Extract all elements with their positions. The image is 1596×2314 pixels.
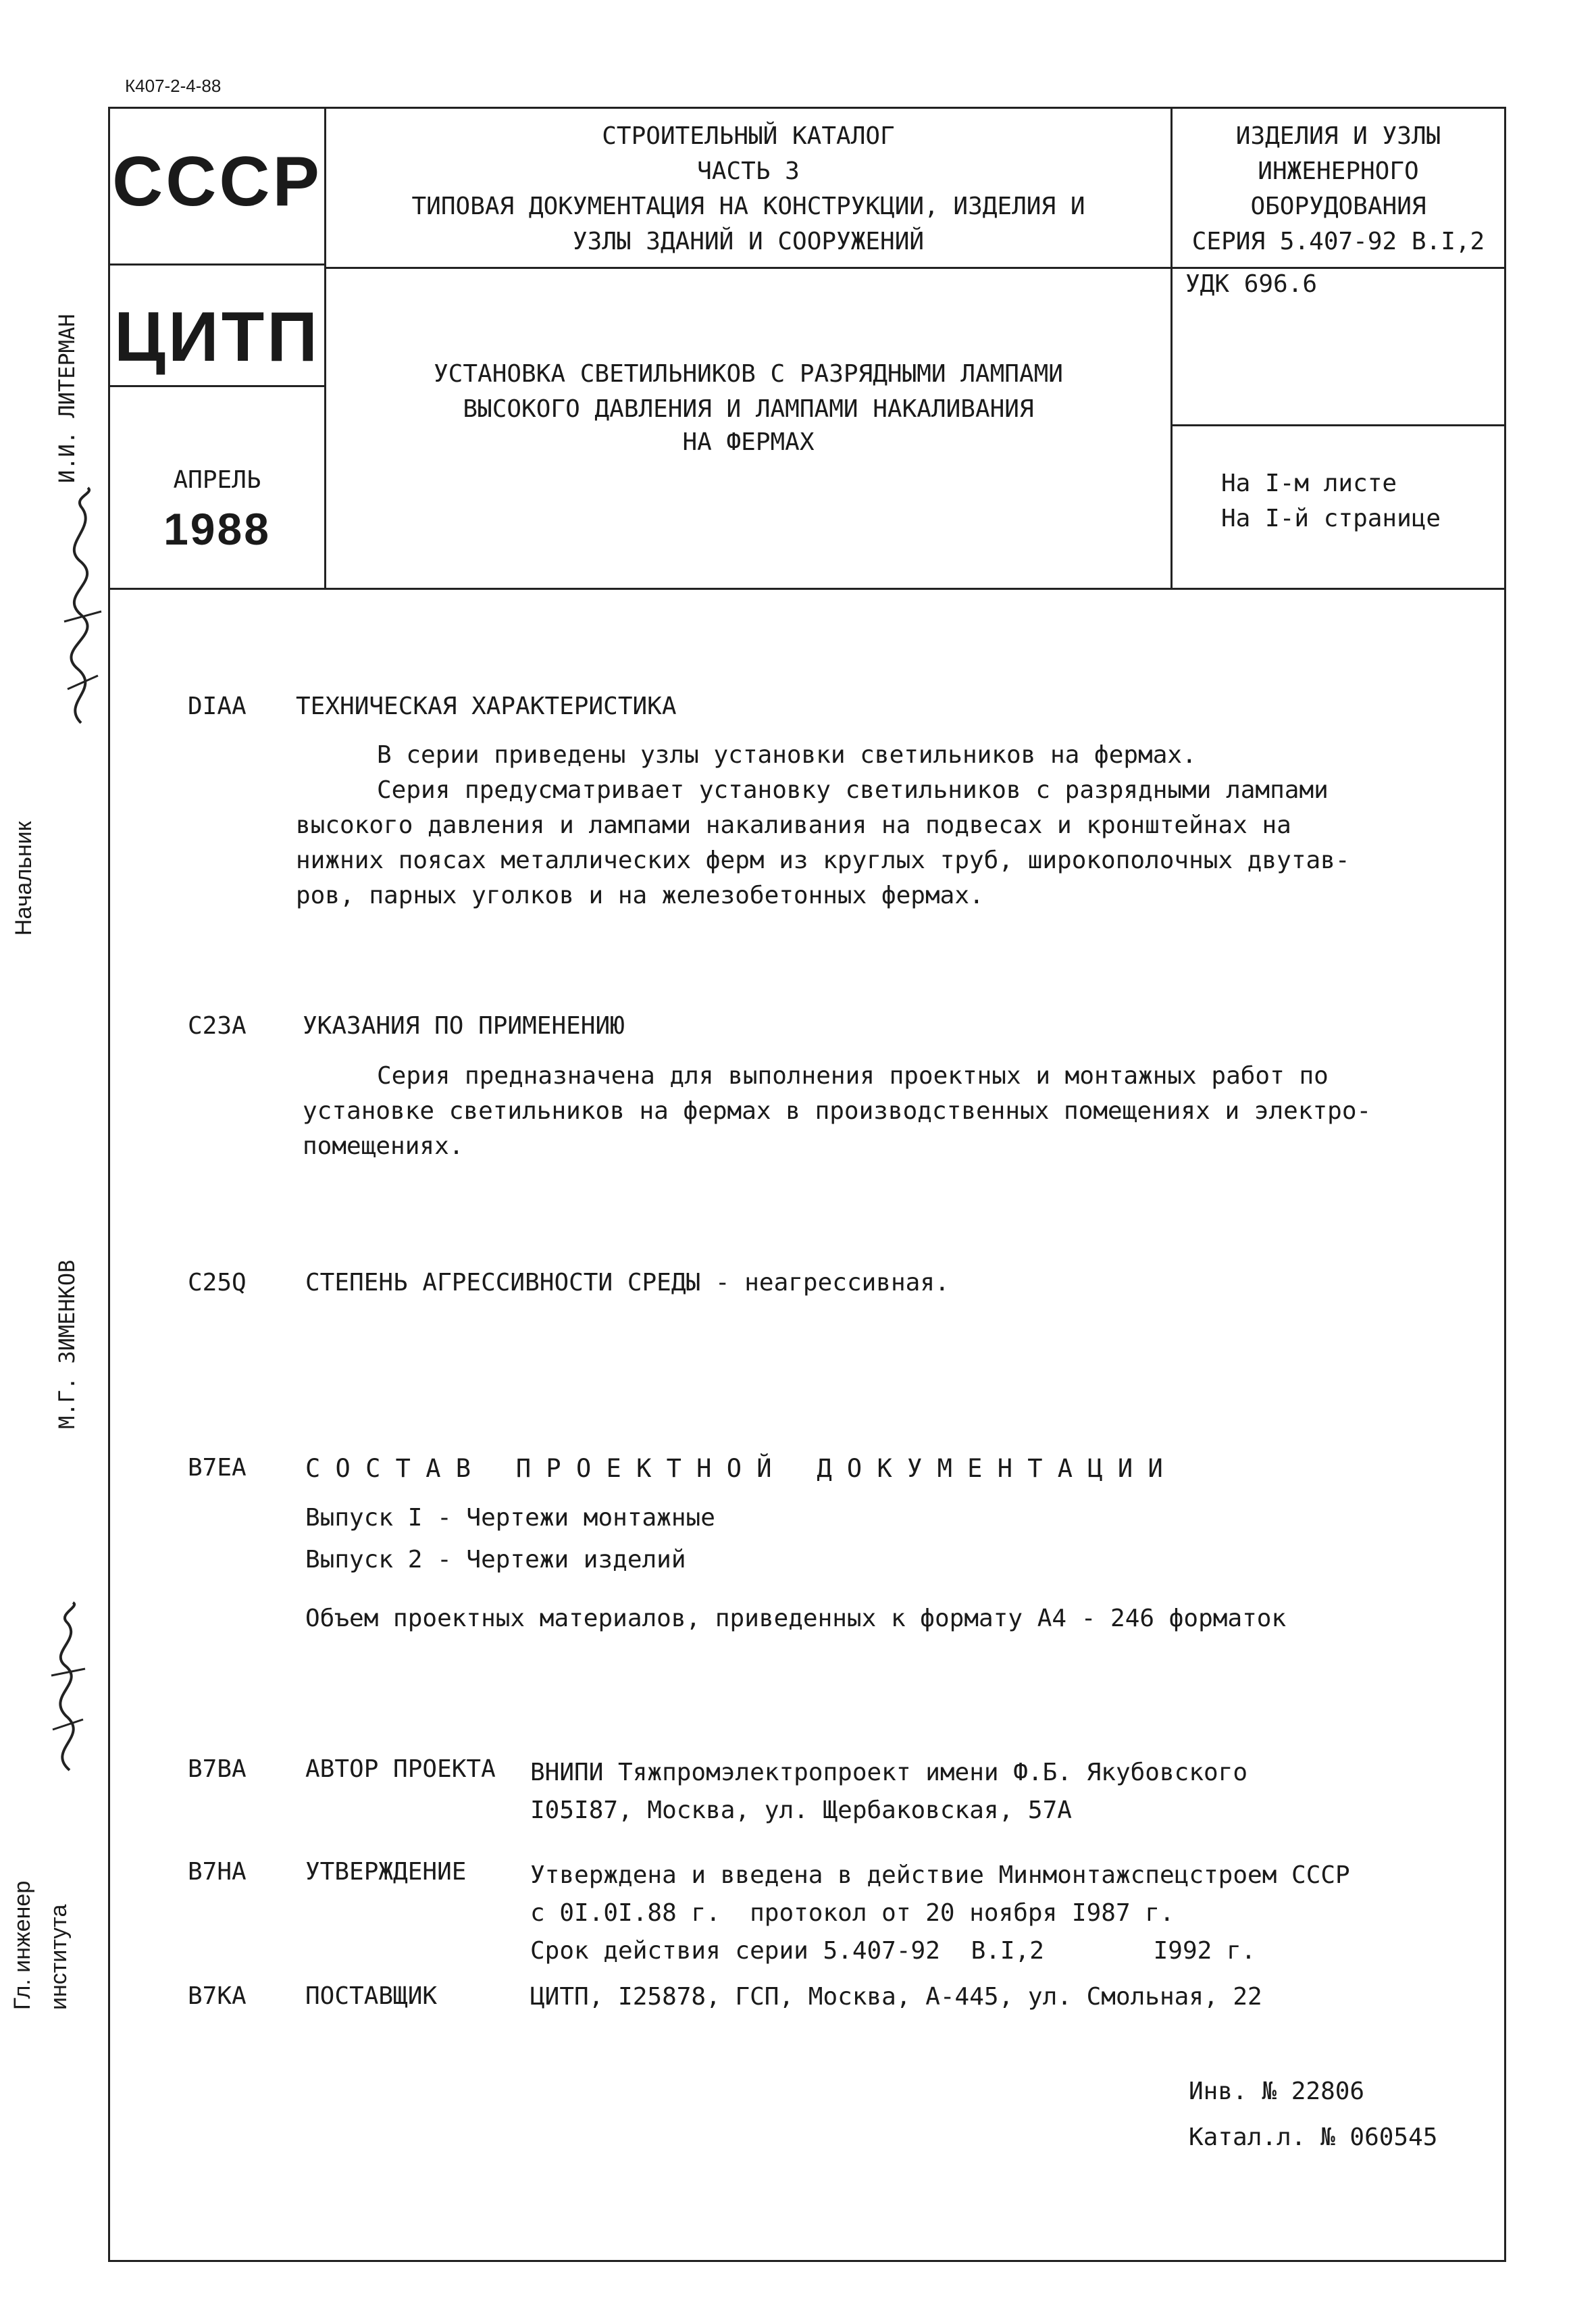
left-cell-rule-1 (108, 263, 326, 266)
section-code: В7КА (188, 1982, 247, 2010)
frame-right (1504, 107, 1506, 2262)
section-label: АВТОР ПРОЕКТА (305, 1755, 496, 1783)
aggressiveness-line (305, 1269, 950, 1297)
section-code: С25Q (188, 1269, 247, 1297)
margin-name: И.И. ЛИТЕРМАН (54, 313, 80, 483)
margin-role: Гл. инженер (9, 1880, 35, 2010)
series-title (326, 357, 1170, 458)
section-heading: УКАЗАНИЯ ПО ПРИМЕНЕНИЮ (303, 1012, 625, 1040)
category-line: ОБОРУДОВАНИЯ (1250, 193, 1426, 220)
section-code: DIAA (188, 693, 247, 720)
composition-list (305, 1497, 715, 1581)
release-item: Выпуск I - Чертежи монтажные (305, 1504, 715, 1532)
validity-prefix: Срок действия серии 5.407-92 (530, 1937, 940, 1965)
section-label: ПОСТАВЩИК (305, 1982, 438, 2010)
section-code: С23А (188, 1012, 247, 1040)
issue-year: 1988 (163, 504, 271, 554)
title-line: УСТАНОВКА СВЕТИЛЬНИКОВ С РАЗРЯДНЫМИ ЛАМПАМИ (434, 360, 1063, 388)
approval-text (530, 1857, 1350, 1970)
left-cell-rule-2 (108, 385, 326, 387)
paragraph-line: ров, парных уголков и на железобетонных фермах. (296, 882, 984, 909)
ussr-label: СССР (112, 143, 322, 221)
tech-text (296, 738, 1350, 913)
paragraph-line: помещениях. (303, 1132, 464, 1160)
middle-cell-rule (324, 267, 1506, 269)
signature-zimenkov (32, 1601, 100, 1777)
validity-line (530, 1932, 1350, 1970)
release-item: Выпуск 2 - Чертежи изделий (305, 1546, 686, 1574)
catalog-line: УЗЛЫ ЗДАНИЙ И СООРУЖЕНИЙ (572, 228, 925, 255)
signature-literman (41, 486, 122, 730)
catalog-line: СТРОИТЕЛЬНЫЙ КАТАЛОГ (602, 122, 895, 150)
aggressiveness-value: - неагрессивная. (715, 1269, 950, 1297)
sheet-line: На I-й странице (1221, 505, 1441, 532)
frame-top (108, 107, 1506, 109)
paragraph-line: установке светильников на фермах в производственных помещениях и электро- (303, 1097, 1372, 1125)
citp-label: ЦИТП (114, 298, 320, 376)
header-bottom-rule (108, 588, 1506, 590)
inventory-number: Инв. № 22806 (1189, 2078, 1365, 2105)
category-line: ИНЖЕНЕРНОГО (1258, 157, 1419, 185)
issue-month: АПРЕЛЬ (173, 466, 261, 494)
right-cell-rule (1170, 424, 1506, 426)
catalog-block (326, 119, 1170, 259)
sheet-line: На I-м листе (1221, 470, 1397, 497)
margin-role: Начальник (11, 821, 36, 936)
sheet-info (1221, 466, 1441, 536)
catalog-line: ЧАСТЬ 3 (697, 157, 800, 185)
author-text (530, 1754, 1247, 1830)
section-code: В7ВА (188, 1755, 247, 1783)
approval-line: с 0I.0I.88 г. протокол от 20 ноября I987 г. (530, 1899, 1175, 1927)
volume-text: Объем проектных материалов, приведенных к формату А4 - 246 форматок (305, 1605, 1287, 1632)
paragraph-line: Серия предназначена для выполнения проектных и монтажных работ по (377, 1062, 1329, 1090)
section-heading: СТЕПЕНЬ АГРЕССИВНОСТИ СРЕДЫ (305, 1269, 701, 1297)
document-reference: К407-2-4-88 (125, 76, 222, 96)
catalog-line: ТИПОВАЯ ДОКУМЕНТАЦИЯ НА КОНСТРУКЦИИ, ИЗДЕЛИЯ И (411, 193, 1085, 220)
title-line: ВЫСОКОГО ДАВЛЕНИЯ И ЛАМПАМИ НАКАЛИВАНИЯ (463, 395, 1034, 423)
section-heading: ТЕХНИЧЕСКАЯ ХАРАКТЕРИСТИКА (296, 693, 677, 720)
udk-code: УДК 696.6 (1185, 270, 1318, 298)
section-heading: С О С Т А В П Р О Е К Т Н О Й Д О К У М Е Н Т А Ц И И (305, 1454, 1163, 1483)
category-line: ИЗДЕЛИЯ И УЗЛЫ (1235, 122, 1441, 150)
author-line: ВНИПИ Тяжпромэлектропроект имени Ф.Б. Якубовского (530, 1759, 1248, 1786)
section-code: В7НА (188, 1858, 247, 1886)
paragraph-line: В серии приведены узлы установки светильников на фермах. (377, 741, 1197, 769)
paragraph-line: нижних поясах металлических ферм из круглых труб, широкополочных двутав- (296, 847, 1350, 874)
section-label: УТВЕРЖДЕНИЕ (305, 1858, 467, 1886)
paragraph-line: высокого давления и лампами накаливания на подвесах и кронштейнах на (296, 811, 1291, 839)
paragraph-line: Серия предусматривает установку светильников с разрядными лампами (377, 776, 1329, 804)
author-line: I05I87, Москва, ул. Щербаковская, 57А (530, 1796, 1072, 1824)
title-line: НА ФЕРМАХ (682, 428, 815, 456)
frame-bottom (108, 2260, 1506, 2262)
approval-line: Утверждена и введена в действие Минмонтажспецстроем СССР (530, 1861, 1350, 1889)
margin-role: института (46, 1904, 72, 2010)
margin-name: М.Г. ЗИМЕНКОВ (54, 1259, 80, 1429)
frame-left (108, 107, 110, 2262)
validity-release: В.I,2 (971, 1937, 1044, 1965)
category-line: СЕРИЯ 5.407-92 В.I,2 (1191, 228, 1485, 255)
usage-text (303, 1059, 1371, 1164)
section-code: В7ЕА (188, 1454, 247, 1482)
validity-year: I992 г. (1153, 1937, 1256, 1965)
supplier-text: ЦИТП, I25878, ГСП, Москва, А-445, ул. Смольная, 22 (530, 1983, 1262, 2011)
category-block (1173, 119, 1504, 259)
catalog-sheet-number: Катал.л. № 060545 (1189, 2123, 1438, 2151)
